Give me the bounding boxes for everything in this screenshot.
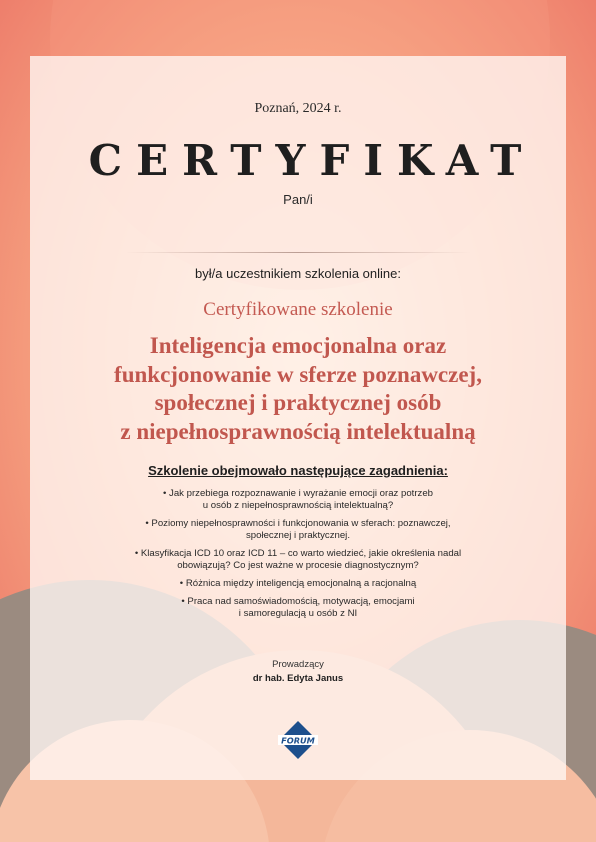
certificate-title: CERTYFIKAT bbox=[88, 136, 536, 185]
topic-item bbox=[98, 518, 498, 542]
participation-text: był/a uczestnikiem szkolenia online: bbox=[195, 266, 401, 281]
topic-line: obowiązują? Co jest ważne w procesie diagnostycznym? bbox=[177, 560, 419, 571]
topics-list bbox=[98, 488, 498, 626]
leader-name: dr hab. Edyta Janus bbox=[252, 673, 344, 684]
topic-item bbox=[98, 578, 498, 590]
topic-line: • Poziomy niepełnosprawności i funkcjonowania w sferach: poznawczej, bbox=[145, 518, 451, 529]
topic-item bbox=[98, 596, 498, 620]
topic-line: • Klasyfikacja ICD 10 oraz ICD 11 – co warto wiedzieć, jakie określenia nadal bbox=[134, 548, 462, 559]
logo-text: FORUM bbox=[281, 735, 315, 746]
topic-line: • Jak przebiega rozpoznawanie i wyrażanie emocji oraz potrzeb bbox=[163, 488, 433, 499]
topic-line: • Praca nad samoświadomością, motywacją, emocjami bbox=[181, 596, 415, 607]
topic-line: u osób z niepełnosprawnością intelektualną? bbox=[202, 500, 394, 511]
course-title bbox=[58, 332, 538, 446]
leader-label: Prowadzący bbox=[272, 659, 324, 670]
topic-item bbox=[98, 488, 498, 512]
course-title-line: Inteligencja emocjonalna oraz bbox=[149, 333, 447, 358]
topic-line: i samoregulacją u osób z NI bbox=[238, 608, 358, 619]
topics-header: Szkolenie obejmowało następujące zagadnienia: bbox=[148, 463, 448, 478]
course-subtitle: Certyfikowane szkolenie bbox=[203, 299, 393, 320]
certificate-card bbox=[30, 56, 566, 780]
place-date: Poznań, 2024 r. bbox=[254, 101, 342, 116]
name-line-divider bbox=[125, 252, 471, 253]
course-title-line: funkcjonowanie w sferze poznawczej, bbox=[114, 361, 482, 387]
topic-line: społecznej i praktycznej. bbox=[246, 530, 350, 541]
course-title-line: społecznej i praktycznej osób bbox=[154, 390, 442, 415]
topic-line: • Różnica między inteligencją emocjonalną a racjonalną bbox=[179, 578, 417, 589]
recipient-prefix: Pan/i bbox=[283, 192, 313, 207]
topic-item bbox=[98, 548, 498, 572]
course-title-line: z niepełnosprawnością intelektualną bbox=[120, 418, 476, 444]
forum-logo-icon bbox=[278, 720, 318, 760]
